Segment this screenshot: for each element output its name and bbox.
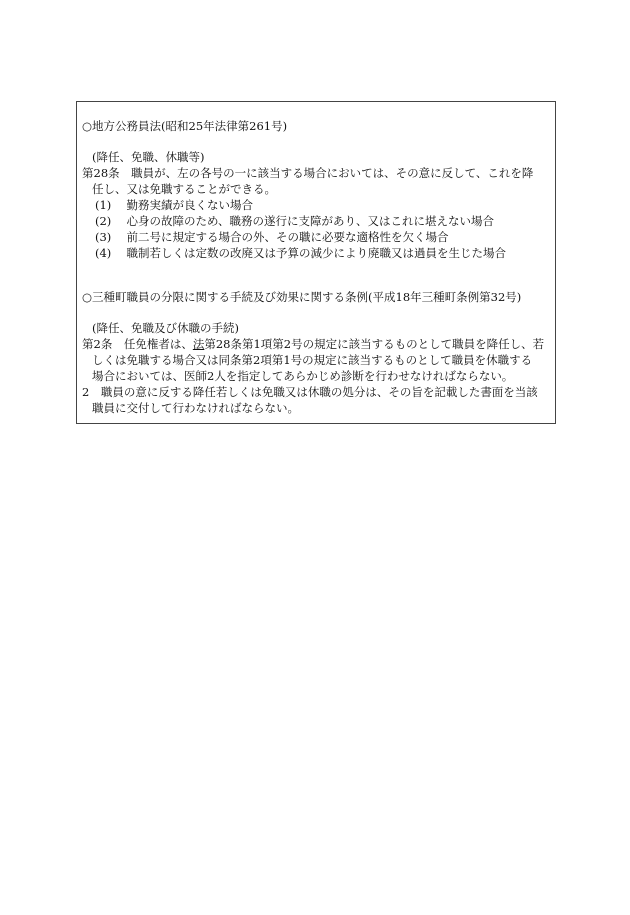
section2-article-line1 — [82, 336, 544, 352]
section1-item-3: (3) 前二号に規定する場合の外、その職に必要な適格性を欠く場合 — [95, 230, 449, 244]
section2-article-rest: 第28条第1項第2号の規定に該当するものとして職員を降任し、若 — [204, 337, 545, 351]
section1-item-1: (1) 勤務実績が良くない場合 — [95, 198, 253, 212]
section2-para2-line1: 2 職員の意に反する降任若しくは免職又は休職の処分は、その旨を記載した書面を当該 — [82, 385, 538, 399]
section1-title: ○地方公務員法(昭和25年法律第261号) — [82, 119, 288, 133]
law-reference-link[interactable]: 法 — [192, 337, 205, 351]
section2-caption: (降任、免職及び休職の手続) — [92, 321, 239, 335]
section2-article-line2: しくは免職する場合又は同条第2項第1号の規定に該当するものとして職員を休職する — [92, 353, 533, 367]
section2-article-prefix: 第2条 任免権者は、 — [82, 337, 193, 351]
section2-para2-line2: 職員に交付して行わなければならない。 — [92, 401, 299, 415]
section2-title: ○三種町職員の分限に関する手続及び効果に関する条例(平成18年三種町条例第32号) — [82, 290, 522, 304]
section1-caption: (降任、免職、休職等) — [92, 150, 205, 164]
section1-item-2: (2) 心身の故障のため、職務の遂行に支障があり、又はこれに堪えない場合 — [95, 214, 494, 228]
section1-article-line1: 第28条 職員が、左の各号の一に該当する場合においては、その意に反して、これを降 — [82, 166, 534, 180]
section1-article-line2: 任し、又は免職することができる。 — [92, 182, 276, 196]
section2-article-line3: 場合においては、医師2人を指定してあらかじめ診断を行わせなければならない。 — [92, 369, 514, 383]
section1-item-4: (4) 職制若しくは定数の改廃又は予算の減少により廃職又は過員を生じた場合 — [95, 246, 506, 260]
